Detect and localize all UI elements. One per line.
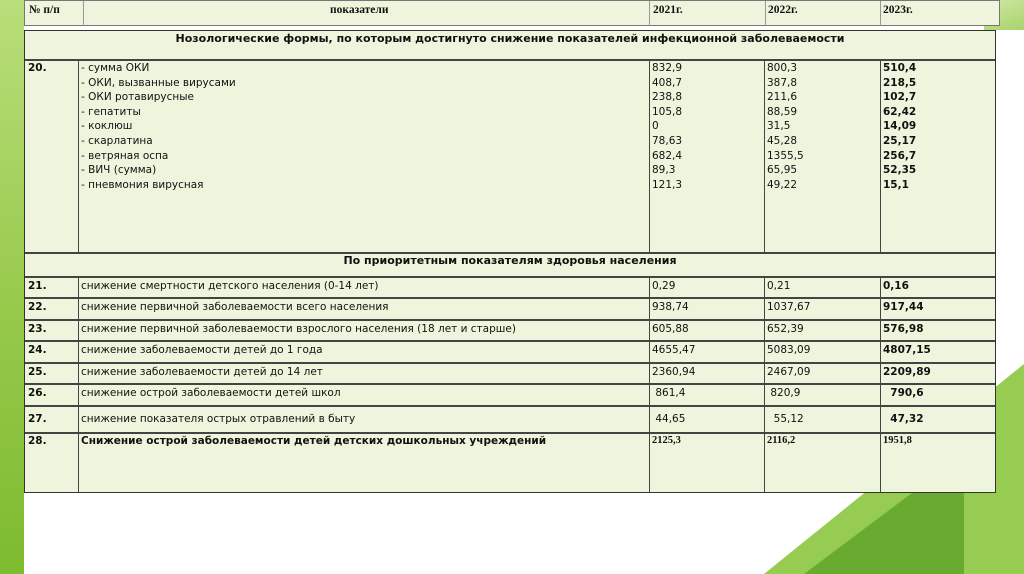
list-item: - ВИЧ (сумма) xyxy=(81,164,157,177)
row-20-2023: 510,4 218,5 102,7 62,42 14,09 25,17 256,7 52,35 15,1 xyxy=(883,62,917,191)
list-item: - коклюш xyxy=(81,120,133,133)
list-item: - ОКИ ротавирусные xyxy=(81,91,194,104)
header-2023: 2023г. xyxy=(883,4,913,16)
row-20-num: 20. xyxy=(28,62,47,74)
header-2021: 2021г. xyxy=(653,4,683,16)
list-item: - гепатиты xyxy=(81,105,141,118)
table-header xyxy=(24,0,1000,26)
row-20-2021: 832,9 408,7 238,8 105,8 0 78,63 682,4 89,3 121,3 xyxy=(652,62,683,191)
decor-left-bar xyxy=(0,0,24,574)
list-item: - скарлатина xyxy=(81,134,153,147)
list-item: - сумма ОКИ xyxy=(81,62,150,74)
list-item: - ветряная оспа xyxy=(81,149,169,162)
row-20-2022: 800,3 387,8 211,6 88,59 31,5 45,28 1355,5 65,95 49,22 xyxy=(767,62,804,191)
header-num: № п/п xyxy=(29,4,60,16)
header-2022: 2022г. xyxy=(768,4,798,16)
list-item: - ОКИ, вызванные вирусами xyxy=(81,76,236,89)
section-title-priority: По приоритетным показателям здоровья населения xyxy=(343,254,677,267)
section-title-infectious: Нозологические формы, по которым достигнуто снижение показателей инфекционной заболеваемости xyxy=(175,32,845,45)
header-indicators: показатели xyxy=(330,4,389,16)
data-table: Нозологические формы, по которым достигнуто снижение показателей инфекционной заболеваемости 20. - сумма ОКИ - ОКИ, вызванные вирусами - ОКИ ротавирусные - гепатиты - коклюш - скарлатина - ветряная оспа - ВИЧ (сумма) - пневмония вирусная 832,9 408,7 238,8 105,8 0 78,63 682,4 89,3 121,3 800,3 387,8 211,6 88,59 31,5 45,28 1355,5 65,95 49,22 510,4 218,5 102,7 62,42 14,09 25,17 256,7 52,35 15,1 По приоритетным показателям здоровья населения 21. снижение смертности детского населения (0-14 лет) 0,29 0,21 0,16 22. снижение первичной заболеваемости всего населения 938,74 1037,67 917,44 23. снижение первичной заболеваемости взрослого населения (18 лет и старше) 605,88 652,39 576,98 24. снижение заболеваемости детей до 1 года 4655,47 5083,09 4807,15 25. снижение заболеваемости детей до 14 лет 2360,94 2467,09 2209,89 26. снижение острой заболеваемости детей школ 861,4 820,9 790,6 27. снижение показателя острых отравлений в быту 44,65 55,12 47,32 28. Снижение острой заболеваемости детей детских дошкольных учреждений 2125,3 2116,2 1951,8 xyxy=(24,30,996,493)
row-20-items xyxy=(81,61,236,192)
list-item: - пневмония вирусная xyxy=(81,178,204,191)
